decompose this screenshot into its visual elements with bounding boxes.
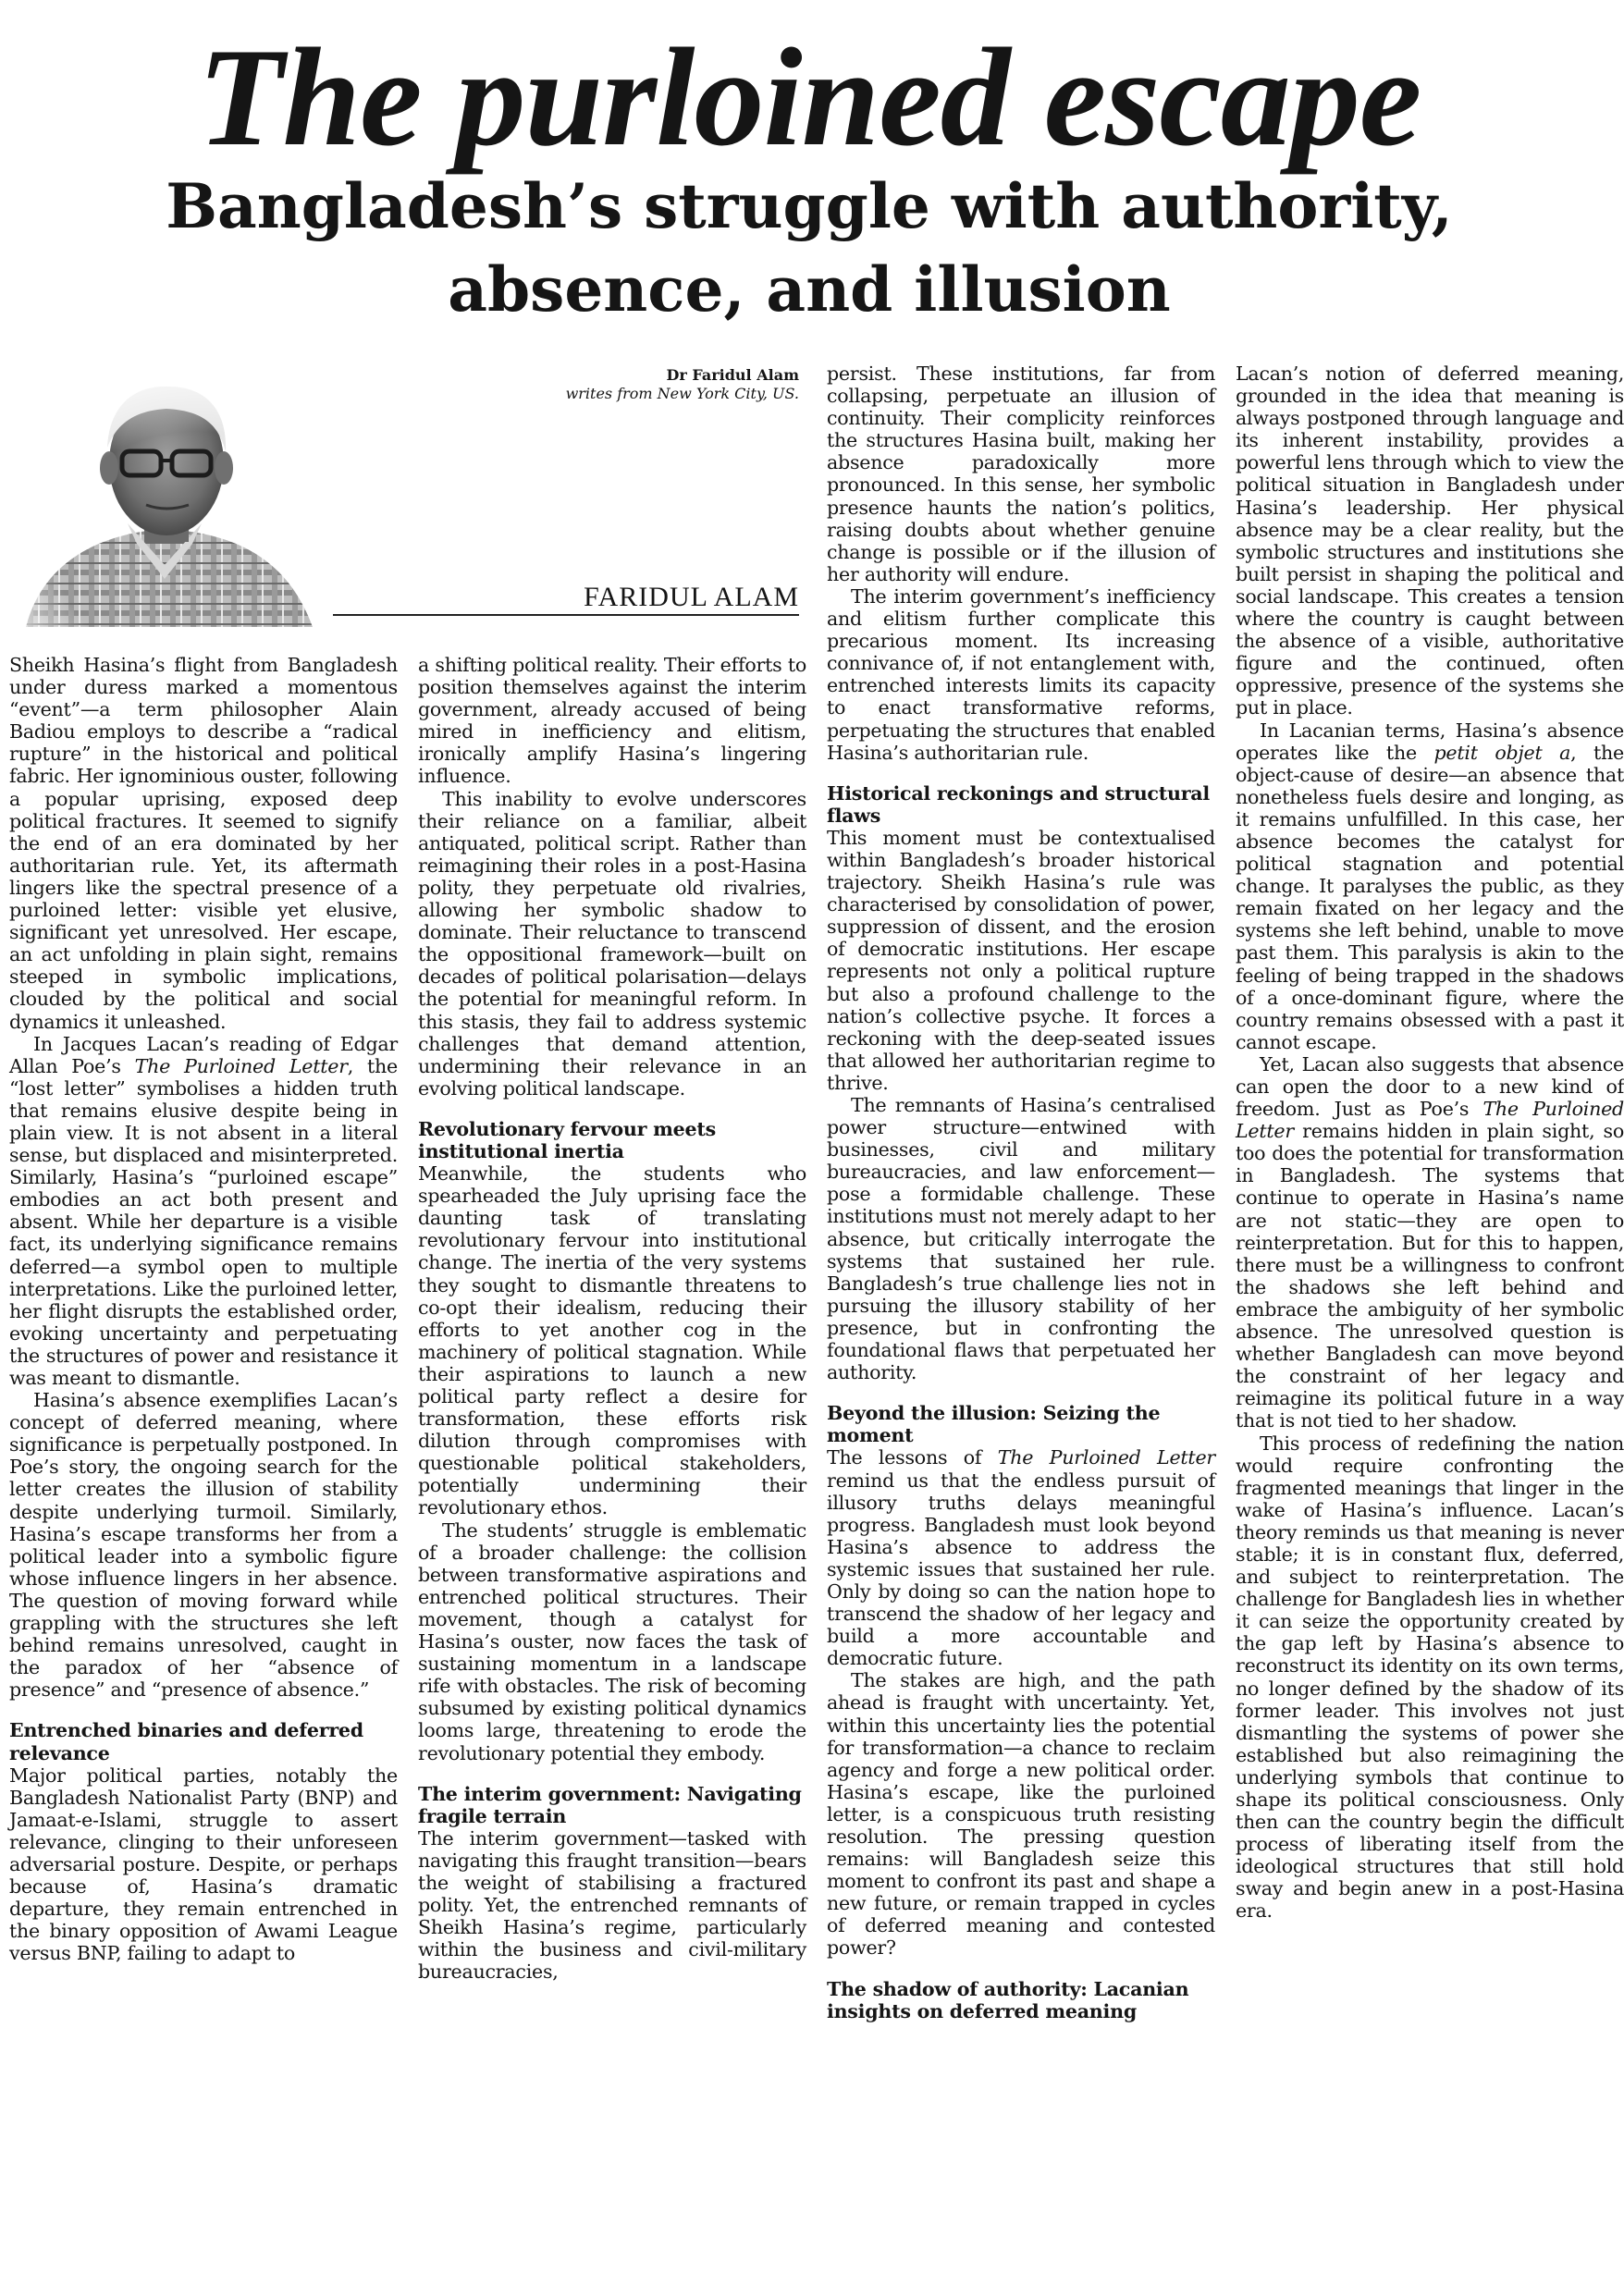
paragraph: persist. These institutions, far from collapsing, perpetuate an illusion of continuity. Their complicity reinforces the structures Hasina built, making her absence paradoxically more pronounced. In this sense, her symbolic presence haunts the nation’s politics, raising doubts about whether genuine change is possible or if the illusion of her authority will endure.: [827, 363, 1215, 585]
paragraph: In Lacanian terms, Hasina’s absence operates like the petit objet a, the object-cause of desire—an absence that nonetheless fuels desire and longing, as it remains unfulfilled. In this case, her absence becomes the catalyst for political stagnation and potential change. It paralyses the public, as they remain fixated on her legacy and the systems she left behind, unable to move past them. This paralysis is akin to the feeling of being trapped in the shadows of a once-dominant figure, where the country remains obsessed with a past it cannot escape.: [1236, 719, 1624, 1053]
column-4: [1236, 363, 1624, 1923]
byline-location: writes from New York City, US.: [565, 385, 799, 402]
paragraph: Hasina’s absence exemplifies Lacan’s concept of deferred meaning, where significance is perpetually postponed. In Poe’s story, the ongoing search for the letter creates the illusion of stability despite underlying turmoil. Similarly, Hasina’s escape transforms her from a political leader into a symbolic figure whose influence lingers in her absence. The question of moving forward while grappling with the structures she left behind remains unresolved, caught in the paradox of her “absence of presence” and “presence of absence.”: [9, 1389, 398, 1702]
byline-author: Dr Faridul Alam: [666, 366, 799, 384]
author-photo: [7, 366, 322, 627]
paragraph: This inability to evolve underscores their reliance on a familiar, albeit antiquated, political script. Rather than reimagining their roles in a post-Hasina polity, they perpetuate old rivalries, allowing her symbolic shadow to dominate. Their reluctance to transcend the oppositional framework—built on decades of political polarisation—delays the potential for meaningful reform. In this stasis, they fail to address systemic challenges that demand attention, undermining their relevance in an evolving political landscape.: [418, 787, 806, 1100]
section-heading: The interim government: Navigating fragile terrain: [418, 1782, 802, 1827]
section-heading: Historical reckonings and structural flaws: [827, 781, 1210, 827]
subheadline: Bangladesh’s struggle with authority, absence, and illusion: [166, 170, 1453, 326]
author-name-tag: FARIDUL ALAM: [584, 582, 799, 612]
section-heading: Revolutionary fervour meets institutional inertia: [418, 1117, 716, 1162]
paragraph: Meanwhile, the students who spearheaded the July uprising face the daunting task of translating revolutionary fervour into institutional change. The inertia of the very systems they sought to dismantle threatens to co-opt their idealism, reducing their efforts to yet another cog in the machinery of political stagnation. While their aspirations to launch a new political party reflect a desire for transformation, these efforts risk dilution through compromises with questionable political stakeholders, potentially undermining their revolutionary ethos.: [418, 1162, 806, 1519]
headline: The purloined escape: [197, 19, 1421, 175]
paragraph: In Jacques Lacan’s reading of Edgar Allan Poe’s The Purloined Letter, the “lost letter” symbolises a hidden truth that remains elusive despite being in plain view. It is not absent in a literal sense, but displaced and misinterpreted. Similarly, Hasina’s “purloined escape” embodies an act both present and absent. While her departure is a visible fact, its underlying significance remains deferred—a symbol open to multiple interpretations. Like the purloined letter, her flight disrupts the established order, evoking uncertainty and perpetuating the structures of power and resistance it was meant to dismantle.: [9, 1032, 398, 1389]
paragraph: The interim government’s inefficiency and elitism further complicate this precarious moment. Its increasing connivance of, if not entanglement with, entrenched interests limits its capacity to enact transformative reforms, perpetuating the structures that enabled Hasina’s authoritarian rule.: [827, 584, 1215, 764]
paragraph: Sheikh Hasina’s flight from Bangladesh under duress marked a momentous “event”—a term philosopher Alain Badiou employs to describe a “radical rupture” in the historical and political fabric. Her ignominious ouster, following a popular uprising, exposed deep political fractures. It seemed to signify the end of an era dominated by her authoritarian rule. Yet, its aftermath lingers like the spectral presence of a purloined letter: visible yet elusive, significant yet unresolved. Her escape, an act unfolding in plain sight, remains steeped in symbolic implications, clouded by the political and social dynamics it unleashed.: [9, 654, 398, 1033]
paragraph: Yet, Lacan also suggests that absence can open the door to a new kind of freedom. Just as Poe’s The Purloined Letter remains hidden in plain sight, so too does the potential for transformation in Bangladesh. The systems that continue to operate in Hasina’s name are not static—they are open to reinterpretation. But for this to happen, there must be a willingness to confront the shadows she left behind and embrace the ambiguity of her symbolic absence. The unresolved question is whether Bangladesh can move beyond the constraint of her legacy and reimagine its political future in a way that is not tied to her shadow.: [1236, 1052, 1624, 1432]
column-1: [9, 654, 398, 1964]
paragraph: The students’ struggle is emblematic of a broader challenge: the collision between transformative aspirations and entrenched political structures. Their movement, though a catalyst for Hasina’s ouster, now faces the task of sustaining momentum in a landscape rife with obstacles. The risk of becoming subsumed by existing political dynamics looms large, threatening to erode the revolutionary potential they embody.: [418, 1518, 806, 1764]
column-3: [827, 363, 1215, 2022]
section-heading: Beyond the illusion: Seizing the moment: [827, 1402, 1161, 1447]
paragraph: This process of redefining the nation would require confronting the fragmented meanings that linger in the wake of Hasina’s influence. Lacan’s theory reminds us that meaning is never stable; it is in constant flux, deferred, and subject to reinterpretation. The challenge for Bangladesh lies in whether it can seize the opportunity created by the gap left by Hasina’s absence to reconstruct its identity on its own terms, no longer defined by the shadow of its former leader. This involves not just dismantling the systems of power she established but also reimagining the underlying symbols that continue to shape its political consciousness. Only then can the country begin the difficult process of liberating itself from the ideological structures that still hold sway and begin anew in a post-Hasina era.: [1236, 1432, 1624, 1923]
paragraph: The stakes are high, and the path ahead is fraught with uncertainty. Yet, within this uncertainty lies the potential for transformation—a chance to reclaim agency and forge a new political order. Hasina’s escape, like the purloined letter, is a conspicuous truth resisting resolution. The pressing question remains: will Bangladesh seize this moment to confront its past and shape a new future, or remain trapped in cycles of deferred meaning and contested power?: [827, 1669, 1215, 1960]
paragraph: Major political parties, notably the Bangladesh Nationalist Party (BNP) and Jamaat-e-Islami, struggle to assert relevance, clinging to their unforeseen adversarial posture. Despite, or perhaps because of, Hasina’s dramatic departure, they remain entrenched in the binary opposition of Awami League versus BNP, failing to adapt to: [9, 1764, 398, 1965]
section-heading: The shadow of authority: Lacanian insights on deferred meaning: [827, 1977, 1189, 2022]
paragraph: The remnants of Hasina’s centralised power structure—entwined with businesses, civil and military bureaucracies, and law enforcement—pose a formidable challenge. These institutions must not merely adapt to her absence, but critically interrogate the systems that sustained her rule. Bangladesh’s true challenge lies not in pursuing the illusory stability of her presence, but in confronting the foundational flaws that perpetuated her authority.: [827, 1094, 1215, 1384]
paragraph: a shifting political reality. Their efforts to position themselves against the interim government, already accused of being mired in inefficiency and elitism, ironically amplify Hasina’s lingering influence.: [418, 654, 806, 788]
paragraph: The lessons of The Purloined Letter remind us that the endless pursuit of illusory truths delays meaningful progress. Bangladesh must look beyond Hasina’s absence to address the systemic issues that sustained her rule. Only by doing so can the nation hope to transcend the shadow of her legacy and build a more accountable and democratic future.: [827, 1446, 1215, 1670]
paragraph: This moment must be contextualised within Bangladesh’s broader historical trajectory. Sheikh Hasina’s rule was characterised by consolidation of power, suppression of dissent, and the erosion of democratic institutions. Her escape represents not only a political rupture but also a profound challenge to the nation’s collective psyche. It forces a reckoning with the deep-seated issues that allowed her authoritarian regime to thrive.: [827, 826, 1215, 1094]
paragraph: Lacan’s notion of deferred meaning, grounded in the idea that meaning is always postponed through language and its inherent instability, provides a powerful lens through which to view the political situation in Bangladesh under Hasina’s leadership. Her physical absence may be a clear reality, but the symbolic structures and institutions she built persist in shaping the political and social landscape. This creates a tension where the country is caught between the absence of a visible, authoritative figure and the continued, often oppressive, presence of the systems she put in place.: [1236, 363, 1624, 719]
section-heading: Entrenched binaries and deferred relevance: [9, 1719, 363, 1764]
column-2: [418, 654, 806, 1983]
name-divider: [333, 614, 799, 616]
paragraph: The interim government—tasked with navigating this fraught transition—bears the weight of stabilising a fractured polity. Yet, the entrenched remnants of Sheikh Hasina’s regime, particularly within the business and civil-military bureaucracies,: [418, 1826, 806, 1984]
